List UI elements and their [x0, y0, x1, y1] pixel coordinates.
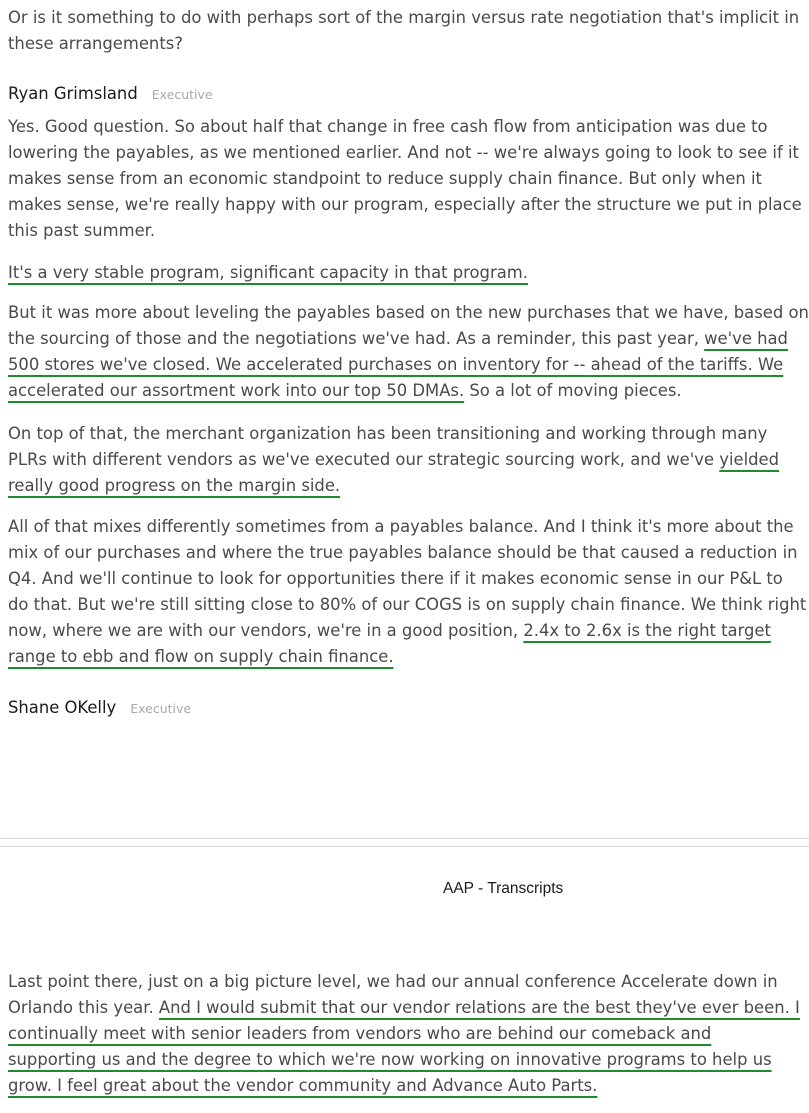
paragraph-line: mix of our purchases and where the true payables balance should be that caused a reduction in — [8, 543, 798, 562]
paragraph-text: now, where we are with our vendors, we're in a good position, — [8, 621, 524, 640]
paragraph-line: makes sense from an economic standpoint to reduce supply chain finance. But only when it — [8, 169, 762, 188]
speaker-header — [8, 84, 213, 103]
highlighted-text: 500 stores we've closed. We accelerated purchases on inventory for -- ahead of the tariffs. We — [8, 355, 784, 374]
paragraph-line: makes sense, we're really happy with our program, especially after the structure we put in place — [8, 195, 802, 214]
paragraph-text: Orlando this year. — [8, 998, 159, 1017]
paragraph-line: do that. But we're still sitting close to 80% of our COGS is on supply chain finance. We think right — [8, 595, 807, 614]
speaker-role: Executive — [151, 87, 213, 102]
paragraph-line: All of that mixes differently sometimes from a payables balance. And I think it's more about the — [8, 517, 794, 536]
highlighted-text: It's a very stable program, significant capacity in that program. — [8, 263, 528, 282]
paragraph-text: PLRs with different vendors as we've executed our strategic sourcing work, and we've — [8, 450, 720, 469]
highlighted-text: we've had — [704, 329, 788, 348]
answer-paragraph — [8, 969, 803, 1099]
highlighted-text: continually meet with senior leaders from vendors who are behind our comeback and — [8, 1024, 712, 1043]
speaker-role: Executive — [130, 701, 192, 716]
paragraph-line: On top of that, the merchant organization has been transitioning and working through many — [8, 424, 768, 443]
paragraph-line: Last point there, just on a big picture level, we had our annual conference Accelerate down in — [8, 972, 778, 991]
intro-question-line: Or is it something to do with perhaps sort of the margin versus rate negotiation that's implicit in — [8, 8, 800, 27]
intro-question — [8, 5, 803, 57]
page-break-line — [0, 846, 809, 847]
paragraph-line: Q4. And we'll continue to look for opportunities there if it makes economic sense in our P&L to — [8, 569, 783, 588]
highlighted-text: really good progress on the margin side. — [8, 476, 341, 495]
answer-paragraph — [8, 514, 807, 670]
answer-paragraph — [8, 300, 809, 404]
answer-paragraph — [8, 114, 803, 244]
intro-question-line: these arrangements? — [8, 34, 183, 53]
speaker-name: Ryan Grimsland — [8, 84, 138, 103]
highlighted-text: And I would submit that our vendor relations are the best they've ever been. I — [158, 998, 800, 1017]
speaker-name: Shane OKelly — [8, 698, 117, 717]
answer-paragraph — [8, 421, 803, 499]
highlighted-text: grow. I feel great about the vendor community and Advance Auto Parts. — [8, 1076, 598, 1095]
document-header: AAP - Transcripts — [443, 880, 564, 897]
highlighted-text: 2.4x to 2.6x is the right target — [523, 621, 771, 640]
answer-paragraph — [8, 260, 803, 286]
paragraph-line: Yes. Good question. So about half that change in free cash flow from anticipation was due to — [8, 117, 768, 136]
highlighted-text: supporting us and the degree to which we're now working on innovative programs to help us — [8, 1050, 772, 1069]
page-break-line — [0, 838, 809, 839]
speaker-header — [8, 698, 191, 717]
paragraph-line: this past summer. — [8, 221, 156, 240]
paragraph-line: lowering the payables, as we mentioned earlier. And not -- we're always going to look to see if it — [8, 143, 799, 162]
paragraph-line: But it was more about leveling the payables based on the new purchases that we have, based on — [8, 303, 809, 322]
paragraph-text: So a lot of moving pieces. — [464, 381, 682, 400]
paragraph-text: the sourcing of those and the negotiations we've had. As a reminder, this past year, — [8, 329, 705, 348]
highlighted-text: yielded — [719, 450, 780, 469]
highlighted-text: accelerated our assortment work into our top 50 DMAs. — [8, 381, 465, 400]
highlighted-text: range to ebb and flow on supply chain finance. — [8, 647, 394, 666]
